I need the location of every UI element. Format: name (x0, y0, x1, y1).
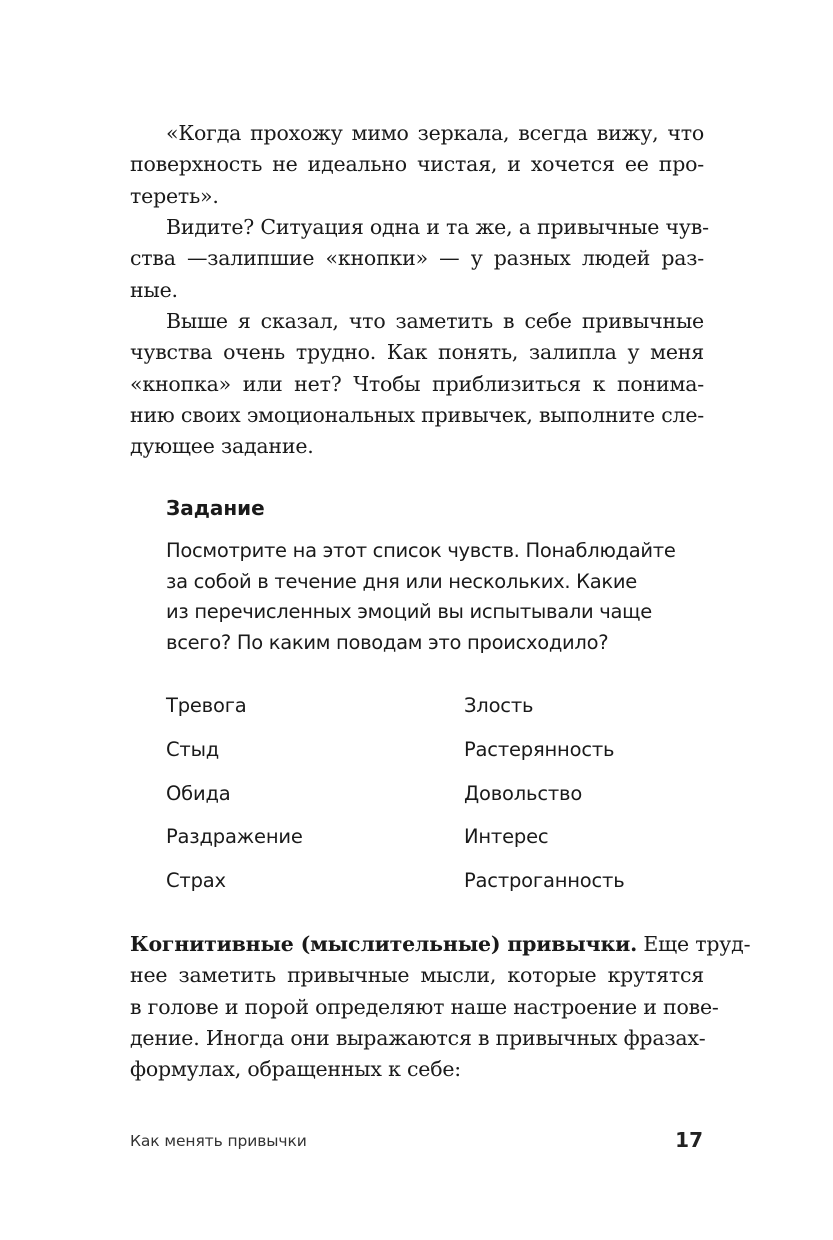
emotion-item: Растроганность (464, 869, 625, 892)
task-heading: Задание (166, 496, 265, 520)
text-line: ства —залипшие «кнопки» — у разных людей раз- (130, 246, 704, 271)
paragraph-cognitive-habits (130, 929, 751, 1085)
emotion-item: Растерянность (464, 738, 615, 761)
emotion-item: Довольство (464, 782, 583, 805)
paragraph-feelings (130, 306, 704, 462)
text-line: дующее задание. (130, 434, 314, 459)
text-line: всего? По каким поводам это происходило? (166, 630, 609, 654)
text-line: из перечисленных эмоций вы испытывали чаще (166, 600, 652, 623)
emotion-item: Стыд (166, 738, 220, 761)
emotion-item: Обида (166, 782, 231, 805)
text-line: нее заметить привычные мысли, которые крутятся (130, 963, 704, 988)
paragraph-quote (130, 118, 704, 212)
text-line (130, 929, 751, 960)
text-line: тереть». (130, 183, 219, 208)
text-line: «Когда прохожу мимо зеркала, всегда вижу, что (166, 121, 704, 145)
text-line: Выше я сказал, что заметить в себе привычные (166, 309, 704, 333)
text-line: в голове и порой определяют наше настроение и пове- (130, 994, 719, 1019)
emotion-item: Страх (166, 869, 226, 892)
text-line: нию своих эмоциональных привычек, выполните сле- (130, 402, 704, 427)
text-line: «кнопка» или нет? Чтобы приблизиться к понима- (130, 371, 704, 396)
text-line: ные. (130, 277, 178, 302)
bold-lead: Когнитивные (мыслительные) привычки. (130, 932, 638, 956)
text-line: за собой в течение дня или нескольких. Какие (166, 569, 637, 593)
emotion-item: Тревога (166, 694, 247, 717)
task-text (166, 536, 676, 658)
text-line: поверхность не идеально чистая, и хочется ее про- (130, 152, 704, 177)
text-line: Посмотрите на этот список чувств. Понаблюдайте (166, 539, 676, 562)
emotion-item: Интерес (464, 825, 549, 848)
line-rest: Еще труд- (643, 932, 751, 956)
emotion-item: Злость (464, 694, 534, 717)
text-line: Видите? Ситуация одна и та же, а привычные чув- (166, 215, 709, 239)
paragraph-situation (130, 212, 709, 306)
running-footer-title: Как менять привычки (130, 1132, 307, 1150)
text-line: формулах, обращенных к себе: (130, 1057, 462, 1082)
text-line: дение. Иногда они выражаются в привычных фразах- (130, 1025, 706, 1050)
text-line: чувства очень трудно. Как понять, залипла у меня (130, 340, 704, 365)
page-number: 17 (675, 1128, 703, 1152)
emotion-item: Раздражение (166, 825, 303, 848)
